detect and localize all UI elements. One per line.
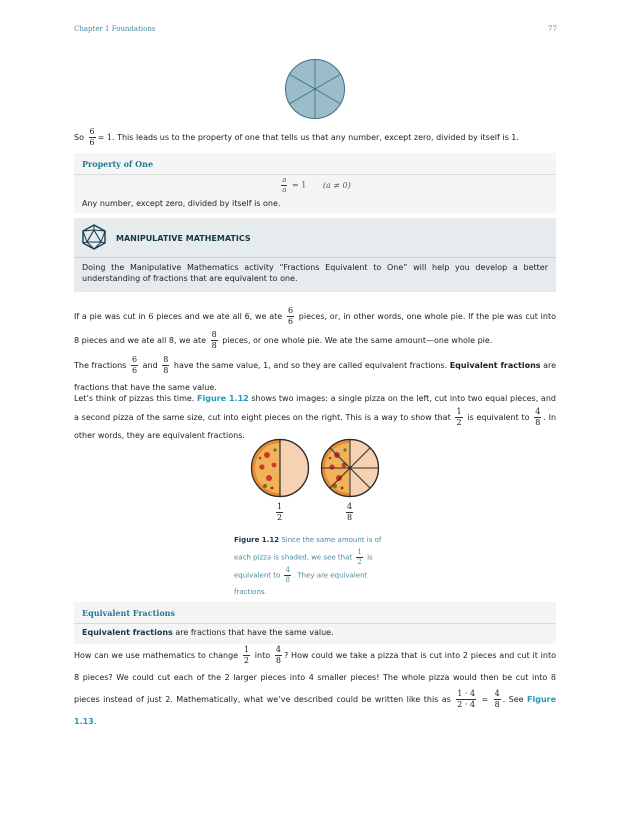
- equivalent-fractions-title: Equivalent Fractions: [82, 608, 176, 618]
- figure-1-12-link[interactable]: Figure 1.12: [197, 394, 249, 403]
- six-sixths-circle: [284, 58, 346, 120]
- manipulative-math-title: MANIPULATIVE MATHEMATICS: [116, 234, 251, 243]
- figure-caption: Figure 1.12 Since the same amount is of each pizza is shaded, we see that $\frac{1}{2}$ is equivalent to $\frac{4}{8}$ . They are equivalent fractions.: [234, 536, 382, 596]
- label-four-eighths: $\frac{4}{8}$: [347, 502, 353, 522]
- pizza-halves-image: [250, 438, 310, 498]
- manipulative-math-text: Doing the Manipulative Mathematics activity “Fractions Equivalent to One” will help you develop a better understanding of fractions that are equivalent to one.: [82, 263, 548, 283]
- paragraph-equivalent-definition: The fractions $\frac{6}{6}$ and $\frac{8}{8}$ have the same value, 1, and so they are called equivalent fractions. Equivalent fractions are fractions that have the same value.: [74, 355, 557, 392]
- figure-1-13-link[interactable]: Figure 1.13: [74, 695, 557, 726]
- equivalent-fractions-box: [74, 602, 556, 644]
- page-number: 77: [548, 25, 557, 33]
- property-of-one-title: Property of One: [82, 159, 154, 169]
- equivalent-fractions-text: Equivalent fractions are fractions that have the same value.: [82, 628, 334, 637]
- label-one-half: $\frac{1}{2}$: [277, 502, 283, 522]
- icosahedron-icon: [82, 224, 106, 250]
- chapter-header: Chapter 1 Foundations: [74, 25, 156, 33]
- paragraph-pizza-math: How can we use mathematics to change $\frac{1}{2}$ into $\frac{4}{8}$ ? How could we take a pizza that is cut into 2 pieces and cut it into 8 pieces? We could cut each of the 2 larger pieces into 4 smaller pieces! The whole pizza would then be cut into 8 pieces instead of just 2. Mathematically, what we’ve described could be written like this as $\frac{1 \cdot 4}{2 \cdot 4}$ = $\frac{4}{8}$ . See Figure 1.13.: [74, 645, 557, 726]
- paragraph-pizza-intro: Let’s think of pizzas this time. Figure 1.12 shows two images: a single pizza on the left, cut into two equal pieces, and a second pizza of the same size, cut into eight pieces on the right. This is a way to show that $\frac{1}{2}$ is equivalent to $\frac{4}{8}$ . In other words, they are equivalent fractions.: [74, 394, 557, 440]
- manipulative-math-box: [74, 218, 556, 292]
- paragraph-pie-example: If a pie was cut in 6 pieces and we ate all 6, we ate $\frac{6}{6}$ pieces, or, in other words, one whole pie. If the pie was cut into 8 pieces and we ate all 8, we ate $\frac{8}{8}$ pieces, or one whole pie. We ate the same amount—one whole pie.: [74, 306, 557, 350]
- paragraph-property-intro: So $\frac{6}{6}$ = 1. This leads us to the property of one that tells us that any number, except zero, divided by itself is 1.: [74, 127, 519, 147]
- pizza-eighths-image: [320, 438, 380, 498]
- property-of-one-box: [74, 153, 556, 213]
- property-formula: $\frac{a}{a}$ = 1 (a ≠ 0): [282, 176, 351, 194]
- fraction-six-sixths: $\frac{6}{6}$: [89, 127, 95, 147]
- property-text: Any number, except zero, divided by itself is one.: [82, 199, 281, 208]
